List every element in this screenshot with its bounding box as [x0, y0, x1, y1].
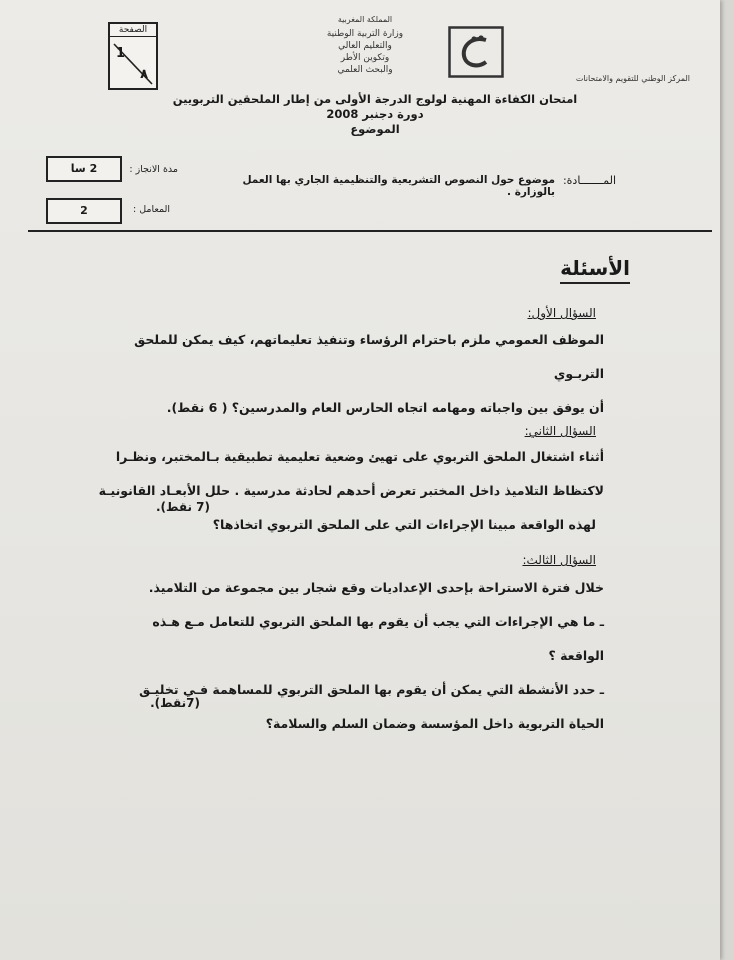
ministry-line: وزارة التربية الوطنية [326, 29, 404, 39]
ministry-header [290, 14, 440, 76]
question-line: أثناء اشتغال الملحق التربوي على تهيئ وضعية تعليمية تطبيقية بـالمختبر، ونظـرا [115, 449, 604, 464]
page-current: 1 [116, 46, 126, 61]
question-3-points: (7نقط). [150, 696, 200, 710]
question-line: الموظف العمومي ملزم باحترام الرؤساء وتنفيذ تعليماتهم، كيف يمكن للملحق التربـوي [134, 332, 604, 381]
questions-heading: الأسئلة [560, 256, 630, 284]
kingdom-name: المملكة المغربية [337, 15, 393, 24]
material-value: موضوع حول النصوص التشريعية والتنظيمية الجاري بها العمل بالوزارة . [242, 174, 555, 198]
question-line: الحياة التربوية داخل المؤسسة وضمان السلم والسلامة؟ [265, 716, 604, 731]
ministry-line: والبحث العلمي [337, 65, 393, 75]
question-line: خلال فترة الاستراحة بإحدى الإعداديات وقع شجار بين مجموعة من التلاميذ. [148, 580, 604, 595]
question-2-body [80, 440, 604, 542]
page-number-box [108, 22, 158, 90]
exam-session: دورة دجنبر 2008 [326, 107, 424, 121]
coefficient-box: 2 [46, 198, 122, 224]
header-divider [28, 230, 712, 232]
material-label: المـــــــادة: [562, 174, 616, 187]
exam-title-block [150, 92, 600, 137]
question-3-title: السؤال الثالث: [522, 553, 596, 567]
question-line: لاكتظاظ التلاميذ داخل المختبر تعرض أحدهم لحادثة مدرسية . حلل الأبعـاد القانونيـة [98, 483, 604, 498]
question-line: الواقعة ؟ [548, 648, 604, 663]
duration-label: مدة الانجاز : [129, 164, 178, 175]
ministry-line: والتعليم العالي [338, 41, 392, 51]
question-line: ـ ما هي الإجراءات التي يجب أن يقوم بها الملحق التربوي للتعامل مـع هـذه [152, 614, 604, 629]
ministry-line: وتكوين الأطر [340, 53, 390, 63]
question-3-body [80, 571, 604, 741]
question-line: لهذه الواقعة مبينا الإجراءات التي على الملحق التربوي اتخاذها؟ [212, 517, 596, 532]
coefficient-label: المعامل : [132, 204, 170, 215]
center-name: المركز الوطني للتقويم والامتحانات [575, 74, 690, 83]
question-line: أن يوفق بين واجباته ومهامه اتجاه الحارس العام والمدرسين؟ ( 6 نقط). [166, 400, 604, 415]
question-1-body [80, 323, 604, 425]
subject-word: الموضوع [350, 122, 400, 136]
question-2-points: (7 نقط). [155, 500, 210, 514]
question-2-title: السؤال الثاني: [524, 424, 596, 438]
exam-title: امتحان الكفاءة المهنية لولوج الدرجة الأولى من إطار الملحقين التربويين [172, 92, 578, 106]
question-1-title: السؤال الأول: [527, 306, 596, 320]
question-line: ـ حدد الأنشطة التي يمكن أن يقوم بها الملحق التربوي للمساهمة فـي تخليـق [139, 682, 604, 697]
page-label: الصفحة [110, 25, 156, 37]
page-total: ٨ [140, 67, 148, 82]
ministry-logo-icon [448, 26, 504, 78]
duration-box: 2 سا [46, 156, 122, 182]
